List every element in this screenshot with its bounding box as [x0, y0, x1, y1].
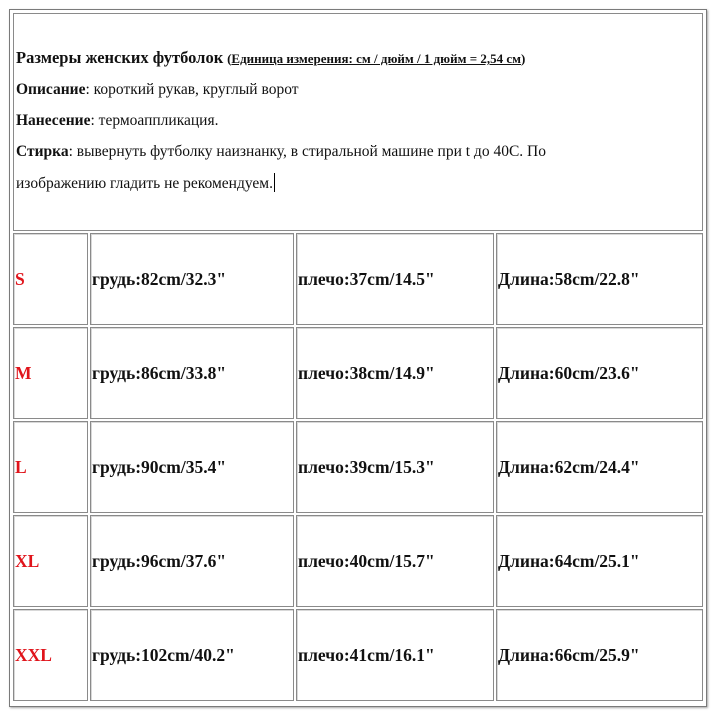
description-line — [16, 80, 702, 100]
size-label: M — [13, 327, 88, 419]
chest-cell: грудь:102cm/40.2" — [90, 609, 294, 701]
chest-cell: грудь:96cm/37.6" — [90, 515, 294, 607]
length-cell: Длина:60cm/23.6" — [496, 327, 703, 419]
size-label: S — [13, 233, 88, 325]
title-line — [16, 48, 702, 69]
size-label: L — [13, 421, 88, 513]
size-label: XL — [13, 515, 88, 607]
unit-note: (Единица измерения: см / дюйм / 1 дюйм = 2,54 см) — [227, 51, 526, 66]
description-value: : короткий рукав, круглый ворот — [85, 81, 299, 98]
description-box — [13, 13, 703, 231]
washing-line — [16, 142, 702, 162]
chest-cell: грудь:90cm/35.4" — [90, 421, 294, 513]
chest-cell: грудь:82cm/32.3" — [90, 233, 294, 325]
washing-value: : вывернуть футболку наизнанку, в стиральной машине при t до 40С. По — [68, 143, 546, 160]
length-cell: Длина:62cm/24.4" — [496, 421, 703, 513]
page-title: Размеры женских футболок — [16, 48, 224, 67]
washing-label: Стирка — [16, 143, 69, 160]
shoulder-cell: плечо:39cm/15.3" — [296, 421, 494, 513]
print-label: Нанесение — [16, 112, 91, 129]
print-line — [16, 111, 702, 131]
length-cell: Длина:66cm/25.9" — [496, 609, 703, 701]
size-label: XXL — [13, 609, 88, 701]
description-label: Описание — [16, 81, 86, 98]
text-cursor — [274, 173, 275, 192]
shoulder-cell: плечо:38cm/14.9" — [296, 327, 494, 419]
shoulder-cell: плечо:37cm/14.5" — [296, 233, 494, 325]
shoulder-cell: плечо:40cm/15.7" — [296, 515, 494, 607]
washing-continuation: изображению гладить не рекомендуем. — [16, 175, 273, 192]
chest-cell: грудь:86cm/33.8" — [90, 327, 294, 419]
shoulder-cell: плечо:41cm/16.1" — [296, 609, 494, 701]
print-value: : термоаппликация. — [90, 112, 219, 129]
length-cell: Длина:58cm/22.8" — [496, 233, 703, 325]
length-cell: Длина:64cm/25.1" — [496, 515, 703, 607]
